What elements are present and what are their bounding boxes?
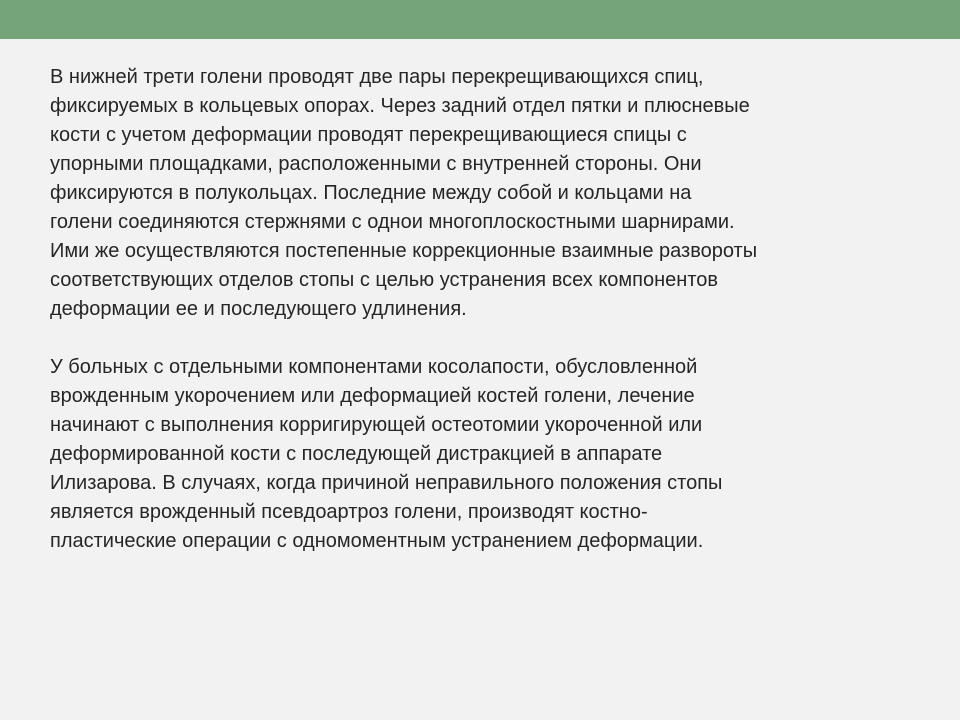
text-line: является врожденный псевдоартроз голени, производят костно- bbox=[50, 501, 648, 523]
text-line: Ими же осуществляются постепенные коррекционные взаимные развороты bbox=[50, 240, 758, 262]
text-line: В нижней трети голени проводят две пары перекрещивающихся спиц, bbox=[50, 66, 704, 88]
text-line: Илизарова. В случаях, когда причиной неправильного положения стопы bbox=[50, 472, 723, 494]
text-line: голени соединяются стержнями с однои многоплоскостными шарнирами. bbox=[50, 211, 735, 233]
text-line: начинают с выполнения корригирующей остеотомии укороченной или bbox=[50, 414, 703, 436]
text-line: фиксируются в полукольцах. Последние между собой и кольцами на bbox=[50, 182, 692, 204]
text-line: фиксируемых в кольцевых опорах. Через задний отдел пятки и плюсневые bbox=[50, 95, 750, 117]
paragraph-2 bbox=[50, 353, 920, 556]
slide-body bbox=[50, 63, 920, 556]
text-line: деформации ее и последующего удлинения. bbox=[50, 298, 467, 320]
text-line: У больных с отдельными компонентами косолапости, обусловленной bbox=[50, 356, 698, 378]
header-bar bbox=[0, 0, 960, 39]
text-line: соответствующих отделов стопы с целью устранения всех компонентов bbox=[50, 269, 719, 291]
text-line: врожденным укорочением или деформацией костей голени, лечение bbox=[50, 385, 695, 407]
text-line: деформированной кости с последующей дистракцией в аппарате bbox=[50, 443, 663, 465]
text-line: пластические операции с одномоментным устранением деформации. bbox=[50, 530, 704, 552]
paragraph-1 bbox=[50, 63, 920, 324]
text-line: кости с учетом деформации проводят перекрещивающиеся спицы с bbox=[50, 124, 687, 146]
text-line: упорными площадками, расположенными с внутренней стороны. Они bbox=[50, 153, 702, 175]
